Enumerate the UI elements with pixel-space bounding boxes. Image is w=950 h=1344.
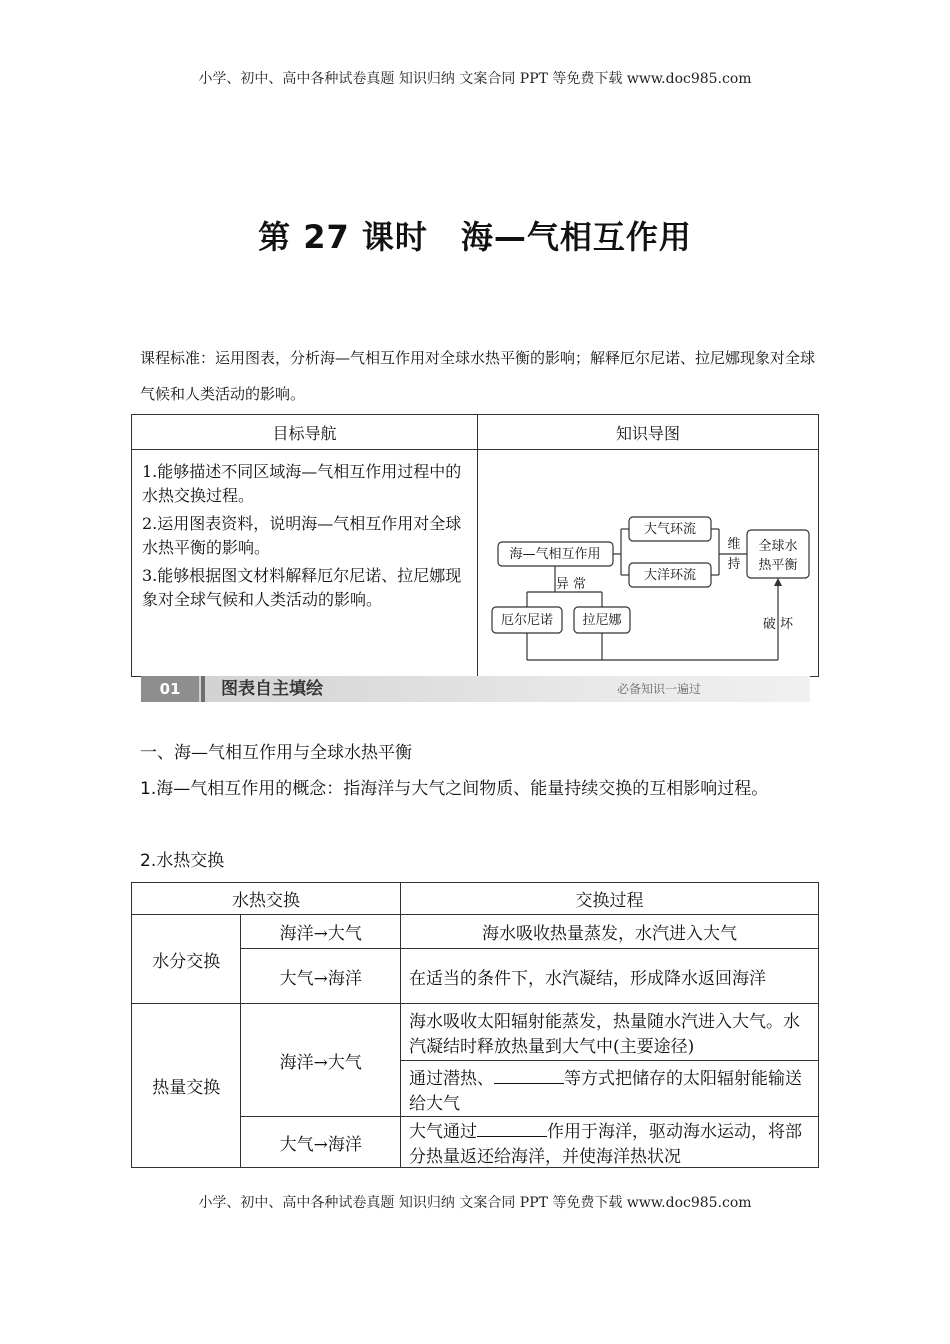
goals-header: 目标导航: [132, 415, 478, 450]
map-label-atm: 大气环流: [643, 522, 697, 537]
concept-text: ：指海洋与大气之间物质、能量持续交换的互相影响过程。: [326, 779, 769, 799]
goal-item: 3.能够根据图文材料解释厄尔尼诺、拉尼娜现象对全球气候和人类活动的影响。: [142, 566, 462, 609]
process-text: 大气通过: [409, 1122, 477, 1142]
fill-blank[interactable]: [477, 1120, 547, 1137]
map-label-ocean: 大洋环流: [643, 568, 697, 583]
goals-map-table: [131, 414, 819, 677]
concept-paragraph: [140, 770, 820, 808]
map-label-result-2: 热平衡: [758, 558, 798, 573]
process-cell: 海水吸收太阳辐射能蒸发，热量随水汽进入大气。水汽凝结时释放热量到大气中(主要途径): [401, 1004, 819, 1061]
goal-item: 2.运用图表资料，说明海—气相互作用对全球水热平衡的影响。: [142, 514, 462, 557]
map-label-destroy: 破 坏: [762, 617, 794, 632]
arrow-up-icon: [774, 578, 782, 586]
page-header: 小学、初中、高中各种试卷真题 知识归纳 文案合同 PPT 等免费下载 www.doc985.com: [198, 71, 752, 87]
banner-title: 图表自主填绘: [221, 679, 323, 699]
fill-blank[interactable]: [494, 1067, 564, 1084]
map-label-maintain-1: 维: [727, 537, 741, 552]
map-label-maintain-2: 持: [727, 557, 741, 572]
process-cell: 在适当的条件下，水汽凝结，形成降水返回海洋: [401, 949, 819, 1004]
process-text: 等方式把储存的太阳辐射能输送给大气: [409, 1068, 802, 1114]
banner-number: 01: [141, 676, 199, 702]
process-cell-blank: [401, 1061, 819, 1117]
row-label-heat: 热量交换: [132, 1004, 241, 1168]
direction-sea-to-air: 海洋→大气: [241, 1004, 401, 1117]
page-footer: 小学、初中、高中各种试卷真题 知识归纳 文案合同 PPT 等免费下载 www.doc985.com: [198, 1195, 752, 1211]
water-heat-exchange-table: [131, 882, 819, 1168]
map-label-abnormal: 异 常: [555, 577, 587, 592]
table-header: 交换过程: [401, 883, 819, 915]
direction-air-to-sea: 大气→海洋: [241, 1117, 401, 1168]
banner-subtitle: 必备知识一遍过: [617, 682, 702, 696]
table-header: 水热交换: [132, 883, 401, 915]
concept-label: 1.海—气相互作用的概念: [140, 779, 327, 799]
row-label-water: 水分交换: [132, 915, 241, 1004]
map-label-elnino: 厄尔尼诺: [500, 613, 554, 628]
process-text: 通过潜热、: [409, 1068, 494, 1089]
process-text: 作用于海洋，驱动海水运动，将部分热量返还给海洋，并使海洋热状况: [409, 1122, 802, 1167]
section-heading-2: 2.水热交换: [140, 851, 225, 871]
process-cell: 海水吸收热量蒸发，水汽进入大气: [401, 915, 819, 949]
direction-sea-to-air: 海洋→大气: [241, 915, 401, 949]
banner-divider: [201, 676, 205, 702]
map-label-center: 海—气相互作用: [509, 547, 601, 562]
map-label-lanina: 拉尼娜: [582, 613, 622, 628]
page-title: 第 27 课时 海—气相互作用: [258, 218, 692, 256]
map-label-result-1: 全球水: [758, 539, 798, 554]
section-banner: [141, 676, 810, 702]
goal-item: 1.能够描述不同区域海—气相互作用过程中的水热交换过程。: [142, 462, 462, 505]
knowledge-map-diagram: [478, 450, 818, 676]
map-header: 知识导图: [478, 415, 819, 450]
process-cell-blank: [401, 1117, 819, 1168]
course-standard: 课程标准：运用图表，分析海—气相互作用对全球水热平衡的影响；解释厄尔尼诺、拉尼娜现象对全球气候和人类活动的影响。: [140, 349, 816, 403]
direction-air-to-sea: 大气→海洋: [241, 949, 401, 1004]
knowledge-map-cell: [478, 450, 819, 677]
goals-cell: [132, 450, 478, 677]
section-heading-1: 一、海—气相互作用与全球水热平衡: [140, 743, 412, 763]
